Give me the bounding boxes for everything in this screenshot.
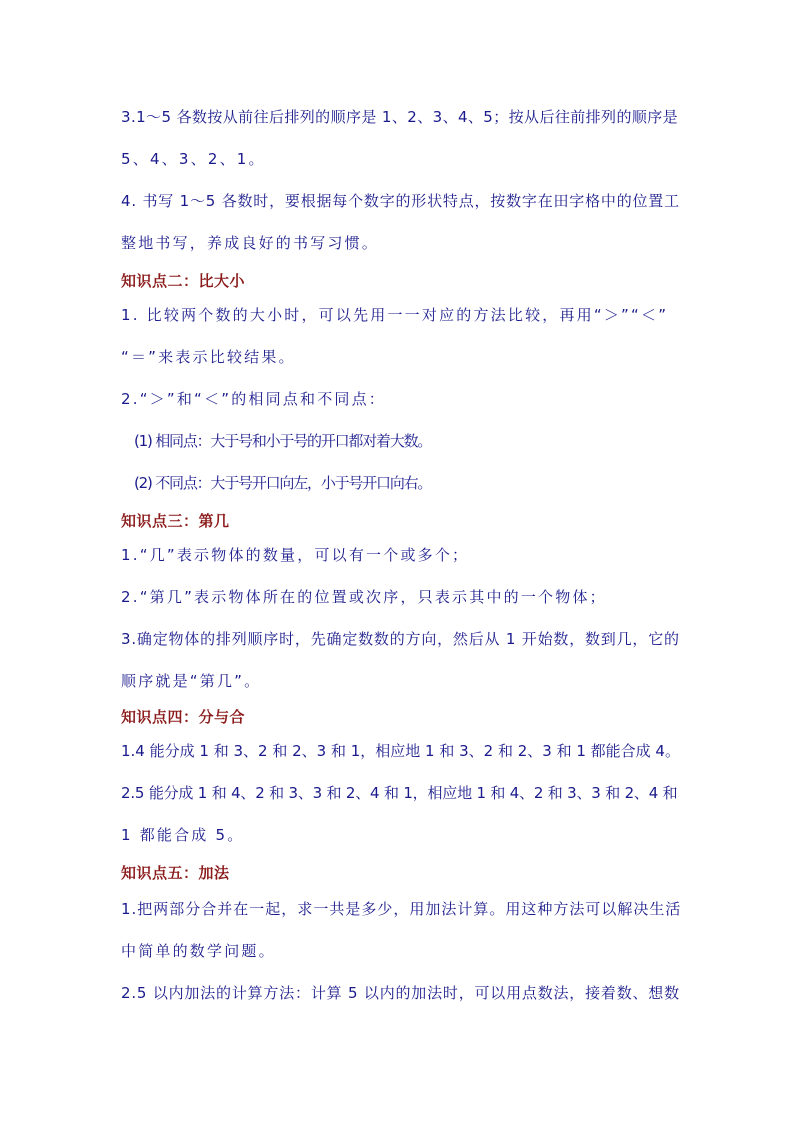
section-heading-ordinal: 知识点三：第几 (121, 512, 230, 530)
paragraph-line: 2.“＞”和“＜”的相同点和不同点： (121, 390, 386, 408)
paragraph-line: 中简单的数学问题。 (121, 942, 276, 960)
paragraph-line: 4. 书写 1～5 各数时，要根据每个数字的形状特点，按数字在田字格中的位置工 (121, 192, 680, 210)
paragraph-line: 1.把两部分合并在一起，求一共是多少，用加法计算。用这种方法可以解决生活 (121, 900, 682, 918)
paragraph-line: 1.4 能分成 1 和 3、2 和 2、3 和 1，相应地 1 和 3、2 和 2、3 和 1 都能合成 4。 (121, 742, 680, 760)
paragraph-line: 3.1～5 各数按从前往后排列的顺序是 1、2、3、4、5；按从后往前排列的顺序是 (121, 108, 679, 126)
paragraph-line: 整地书写，养成良好的书写习惯。 (121, 234, 380, 252)
section-heading-addition: 知识点五：加法 (121, 864, 230, 882)
paragraph-line: 2.5 以内加法的计算方法：计算 5 以内的加法时，可以用点数法，接着数、想数 (121, 984, 680, 1002)
paragraph-line: 3.确定物体的排列顺序时，先确定数数的方向，然后从 1 开始数，数到几，它的 (121, 630, 680, 648)
paragraph-line: 1.“几”表示物体的数量，可以有一个或多个； (121, 546, 470, 564)
section-heading-compare-size: 知识点二：比大小 (121, 272, 246, 290)
paragraph-line: (2) 不同点：大于号开口向左，小于号开口向右。 (134, 474, 432, 492)
paragraph-line: 2.“第几”表示物体所在的位置或次序，只表示其中的一个物体； (121, 588, 607, 606)
paragraph-line: 5、4、3、2、1。 (121, 150, 266, 168)
paragraph-line: 1 都能合成 5。 (121, 826, 245, 844)
paragraph-line: 2.5 能分成 1 和 4、2 和 3、3 和 2、4 和 1，相应地 1 和 4、2 和 3、3 和 2、4 和 (121, 784, 678, 802)
paragraph-line: (1) 相同点：大于号和小于号的开口都对着大数。 (134, 432, 432, 450)
paragraph-line: “＝”来表示比较结果。 (121, 348, 296, 366)
paragraph-line: 1. 比较两个数的大小时，可以先用一一对应的方法比较，再用“＞”“＜” (121, 306, 669, 324)
paragraph-line: 顺序就是“第几”。 (121, 672, 262, 690)
section-heading-split-combine: 知识点四：分与合 (121, 708, 246, 726)
